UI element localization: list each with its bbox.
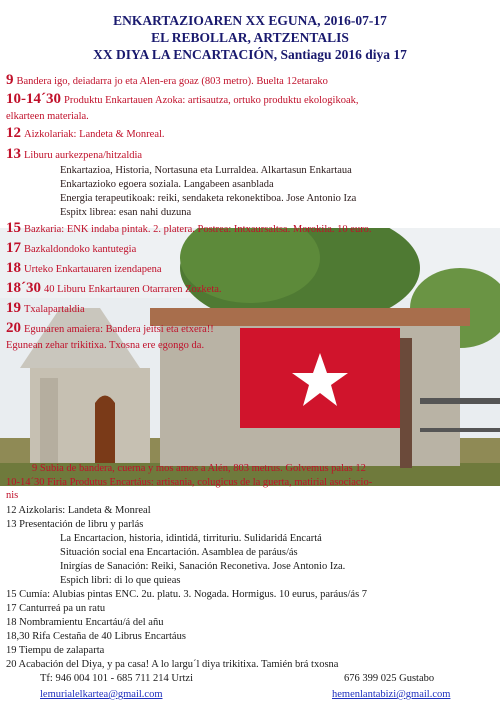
program-enc-sub-1: La Encartacion, historia, idintidá, tirrituriu. Sulidaridá Encartá xyxy=(60,533,322,544)
program-eu-item-19: 19 Txalapartaldia xyxy=(6,300,85,316)
program-eu-item-18: 18 Urteko Enkartauaren izendapena xyxy=(6,260,162,276)
header-line-2: EL REBOLLAR, ARTZENTALIS xyxy=(151,30,349,45)
program-enc-item-15: 15 Cumía: Alubias pintas ENC. 2u. platu. 3. Nogada. Hormigus. 10 eurus, paráus/ás 7 xyxy=(6,589,368,600)
email-link-right[interactable]: hemenlantabizi@gmail.com xyxy=(332,689,451,700)
header-line-1: ENKARTAZIOAREN XX EGUNA, 2016-07-17 xyxy=(113,13,387,28)
program-enc-line-3: nis xyxy=(6,490,19,501)
program-enc-line-1: 9 Subia de bandera, cuerna y mos amos a Alén, 803 metrus. Golvemus palas 12 xyxy=(32,463,366,474)
program-eu-item-17: 17 Bazkaldondoko kantutegia xyxy=(6,240,137,256)
contact-email-left[interactable] xyxy=(40,688,163,701)
program-enc-item-12: 12 Aizkolaris: Landeta & Monreal xyxy=(6,505,151,516)
program-enc-sub-4: Espich libri: di lo que quieas xyxy=(60,575,181,586)
program-eu-sub-2: Enkartazioko egoera soziala. Langabeen asanblada xyxy=(60,179,274,190)
program-enc-item-18: 18 Nombramientu Encartáu/á del añu xyxy=(6,617,164,628)
program-enc-item-1830: 18,30 Rifa Cestaña de 40 Librus Encartáus xyxy=(6,631,186,642)
poster-header xyxy=(0,12,500,63)
contact-phone-right: 676 399 025 Gustabo xyxy=(344,673,435,684)
program-enc-item-13: 13 Presentación de libru y parlás xyxy=(6,519,144,530)
program-eu-item-13: 13 Liburu aurkezpena/hitzaldia xyxy=(6,146,143,162)
program-enc-item-19: 19 Tiempu de zalaparta xyxy=(6,645,105,656)
program-enc-item-20: 20 Acabación del Diya, y pa casa! A lo largu´l diya trikitixa. Tamién brá txosna xyxy=(6,659,339,670)
program-eu-item-15: 15 Bazkaria: ENK indaba pintak. 2. platera. Postrea: Intxaursaltsa. Morokila. 10 euro. xyxy=(6,220,372,236)
program-eu-item-1830: 18´30 40 Liburu Enkartauren Otarraren Zozketa. xyxy=(6,280,222,296)
contact-phone-left: Tf: 946 004 101 - 685 711 214 Urtzi xyxy=(40,673,194,684)
program-eu-sub-4: Espitx librea: esan nahi duzuna xyxy=(60,207,192,218)
contact-email-right[interactable] xyxy=(332,688,450,701)
program-enc-item-17: 17 Canturreá pa un ratu xyxy=(6,603,106,614)
program-eu-sub-3: Energia terapeutikoak: reiki, sendaketa rekonektiboa. Jose Antonio Iza xyxy=(60,193,357,204)
program-eu-sub-1: Enkartazioa, Historia, Nortasuna eta Lurraldea. Alkartasun Enkartaua xyxy=(60,165,352,176)
header-line-3: XX DIYA LA ENCARTACIÓN, Santiagu 2016 diya 17 xyxy=(93,47,407,62)
program-eu-item-20: 20 Egunaren amaiera: Bandera jeitsi eta etxera!! xyxy=(6,320,214,336)
program-eu-item-10-cont: elkarteen materiala. xyxy=(6,111,89,122)
program-eu-item-20-cont: Egunean zehar trikitixa. Txosna ere egongo da. xyxy=(6,340,205,351)
email-link-left[interactable]: lemurialelkartea@gmail.com xyxy=(40,689,163,700)
program-eu-item-12: 12 Aizkolariak: Landeta & Monreal. xyxy=(6,125,165,141)
program-eu-item-10: 10-14´30 Produktu Enkartauen Azoka: artisautza, ortuko produktu ekologikoak, xyxy=(6,91,359,107)
program-enc-sub-3: Inirgías de Sanación: Reiki, Sanación Reconetiva. Jose Antonio Iza. xyxy=(60,561,346,572)
program-enc-sub-2: Situación social ena Encartación. Asamblea de paráus/ás xyxy=(60,547,298,558)
program-enc-line-2: 10-14´30 Firia Produtus Encartáus: artisania, colugicus de la guerta, matirial asociacio- xyxy=(6,477,373,488)
program-eu-item-9: 9 Bandera igo, deiadarra jo eta Alen-era goaz (803 metro). Buelta 12etarako xyxy=(6,72,328,88)
